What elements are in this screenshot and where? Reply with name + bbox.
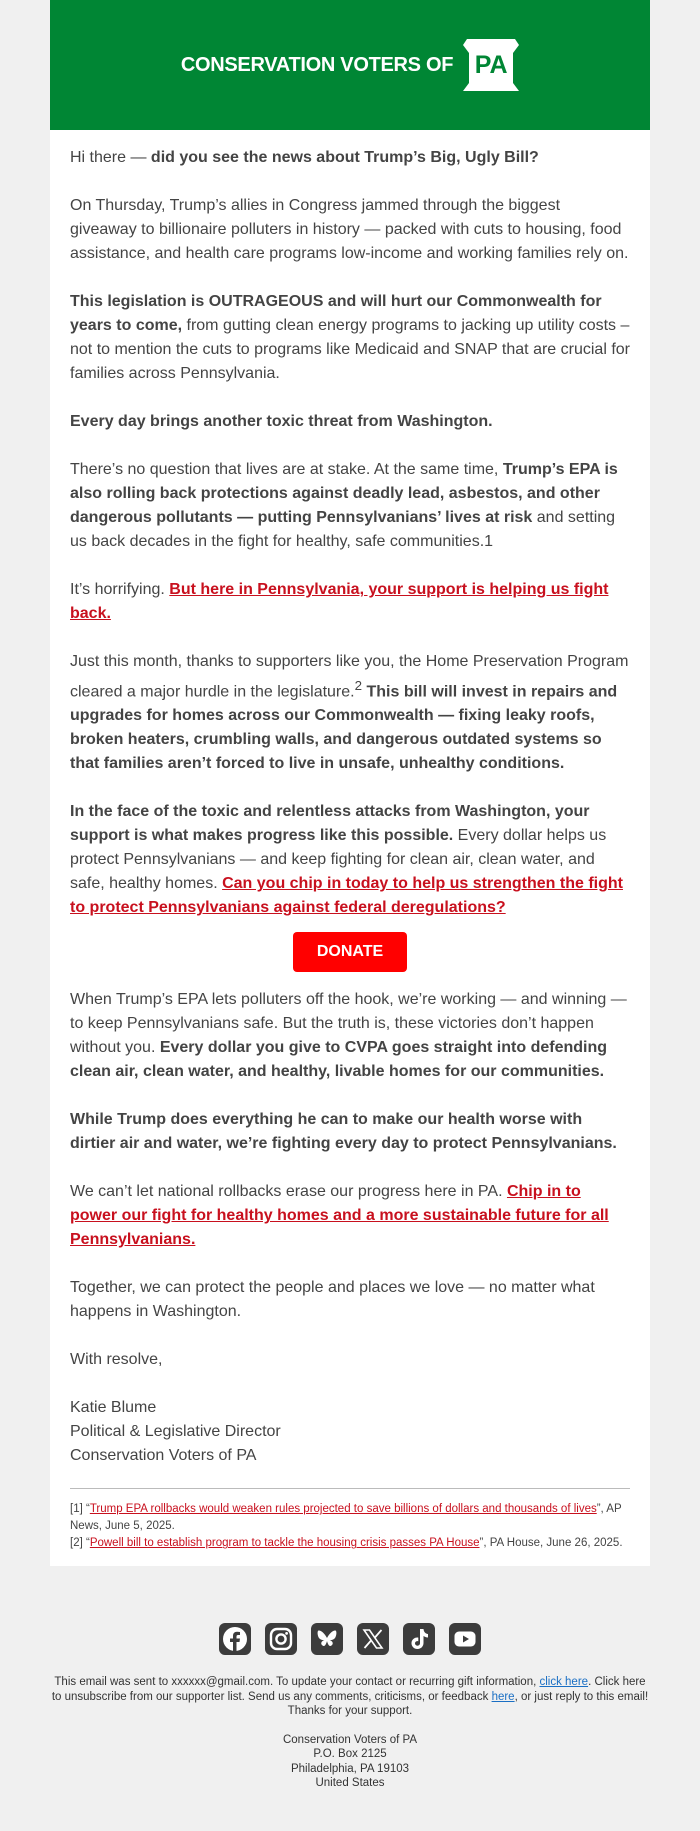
- signature: [70, 1396, 630, 1468]
- greeting-paragraph: Hi there — did you see the news about Trump’s Big, Ugly Bill?: [70, 149, 539, 166]
- signature-title: Political & Legislative Director: [70, 1423, 281, 1441]
- victories-paragraph: When Trump’s EPA lets polluters off the hook, we’re working — and winning — to keep Pennsylvanians safe. But the truth is, these victories don’t happen without you. Every dollar you give to CVPA goes straight into defending clean air, clean water, and healthy, livable homes for our communities.: [70, 991, 627, 1081]
- power-fight-link[interactable]: Chip in to power our fight for healthy homes and a more sustainable future for all Pennsylvanians.: [70, 1183, 609, 1249]
- chip-in-link[interactable]: Can you chip in today to help us strengthen the fight to protect Pennsylvanians against federal deregulations?: [70, 875, 623, 917]
- email-card: [50, 0, 650, 1566]
- intro-paragraph: On Thursday, Trump’s allies in Congress jammed through the biggest giveaway to billionaire polluters in history — packed with cuts to housing, food assistance, and health care programs low-income and working families rely on.: [70, 197, 629, 262]
- footnote-2: [2] “Powell bill to establish program to tackle the housing crisis passes PA House”, PA House, June 26, 2025.: [70, 1537, 623, 1550]
- epa-paragraph: There’s no question that lives are at stake. At the same time, Trump’s EPA is also rolling back protections against deadly lead, asbestos, and other dangerous pollutants — putting Pennsylvanians’ lives at risk and setting us back decades in the fight for healthy, safe communities.1: [70, 461, 618, 550]
- donate-button[interactable]: DONATE: [293, 932, 407, 972]
- home-preservation-paragraph: Just this month, thanks to supporters like you, the Home Preservation Program cleared a major hurdle in the legislature.$^2$ This bill will invest in repairs and upgrades for homes across our Commonwealth — fixing leaky roofs, broken heaters, crumbling walls, and dangerous outdated systems so that families aren’t forced to live in unsafe, unhealthy conditions.: [70, 653, 629, 773]
- email-body: [50, 130, 650, 1489]
- progress-paragraph: In the face of the toxic and relentless attacks from Washington, your support is what makes progress like this possible. Every dollar helps us protect Pennsylvanians — and keep fighting for clean air, clean water, and safe, healthy homes. Can you chip in today to help us strengthen the fight to protect Pennsylvanians against federal deregulations?: [70, 803, 623, 917]
- address-line: United States: [315, 1777, 385, 1789]
- footer-notice: This email was sent to xxxxxx@gmail.com. To update your contact or recurring gift information, click here. Click here to unsubscribe from our supporter list. Send us any comments, criticisms, or feedback here, or just reply to this email! Thanks for your support.: [51, 1676, 649, 1717]
- email-footer: [50, 1675, 650, 1791]
- footnote-1: [1] “Trump EPA rollbacks would weaken rules projected to save billions of dollars and thousands of lives”, AP News, June 5, 2025.: [70, 1503, 622, 1533]
- footnote-ref-2: 2: [354, 678, 363, 693]
- together-paragraph: Together, we can protect the people and places we love — no matter what happens in Washington.: [70, 1279, 595, 1321]
- facebook-icon[interactable]: [219, 1623, 251, 1655]
- footnote-2-link[interactable]: Powell bill to establish program to tackle the housing crisis passes PA House: [89, 1537, 480, 1550]
- social-icons: [0, 1623, 700, 1655]
- footnote-1-link[interactable]: Trump EPA rollbacks would weaken rules projected to save billions of dollars and thousands of lives: [89, 1503, 597, 1516]
- closing-text: With resolve,: [70, 1351, 163, 1369]
- legislation-paragraph: This legislation is OUTRAGEOUS and will hurt our Commonwealth for years to come, from gutting clean energy programs to jacking up utility costs – not to mention the cuts to programs like Medicaid and SNAP that are crucial for families across Pennsylvania.: [70, 293, 630, 382]
- horrifying-paragraph: It’s horrifying. But here in Pennsylvania, your support is helping us fight back.: [70, 581, 609, 622]
- address-line: P.O. Box 2125: [313, 1748, 387, 1760]
- address-line: Philadelphia, PA 19103: [290, 1762, 410, 1775]
- donate-button-wrap: [70, 932, 630, 972]
- rollbacks-paragraph: We can’t let national rollbacks erase our progress here in PA. Chip in to power our fight for healthy homes and a more sustainable future for all Pennsylvanians.: [70, 1183, 609, 1249]
- fighting-paragraph: While Trump does everything he can to make our health worse with dirtier air and water, we’re fighting every day to protect Pennsylvanians.: [70, 1111, 617, 1153]
- signature-org: Conservation Voters of PA: [70, 1447, 257, 1465]
- pa-keystone-icon: [463, 39, 519, 91]
- tiktok-icon[interactable]: [403, 1623, 435, 1655]
- footnotes: [50, 1489, 650, 1566]
- feedback-link[interactable]: here: [491, 1690, 515, 1703]
- pa-logo-text: PA: [474, 51, 508, 79]
- toxic-threat-heading: Every day brings another toxic threat from Washington.: [70, 413, 493, 430]
- support-link[interactable]: But here in Pennsylvania, your support is helping us fight back.: [70, 581, 609, 622]
- email-header: [50, 0, 650, 130]
- signature-name: Katie Blume: [70, 1399, 157, 1417]
- brand-logo[interactable]: [181, 39, 519, 91]
- address-line: Conservation Voters of PA: [282, 1733, 418, 1746]
- instagram-icon[interactable]: [265, 1623, 297, 1655]
- update-info-link[interactable]: click here: [539, 1676, 589, 1688]
- bluesky-icon[interactable]: [311, 1623, 343, 1655]
- x-icon[interactable]: [357, 1623, 389, 1655]
- mailing-address: [50, 1733, 650, 1791]
- brand-text: CONSERVATION VOTERS OF: [180, 53, 454, 76]
- youtube-icon[interactable]: [449, 1623, 481, 1655]
